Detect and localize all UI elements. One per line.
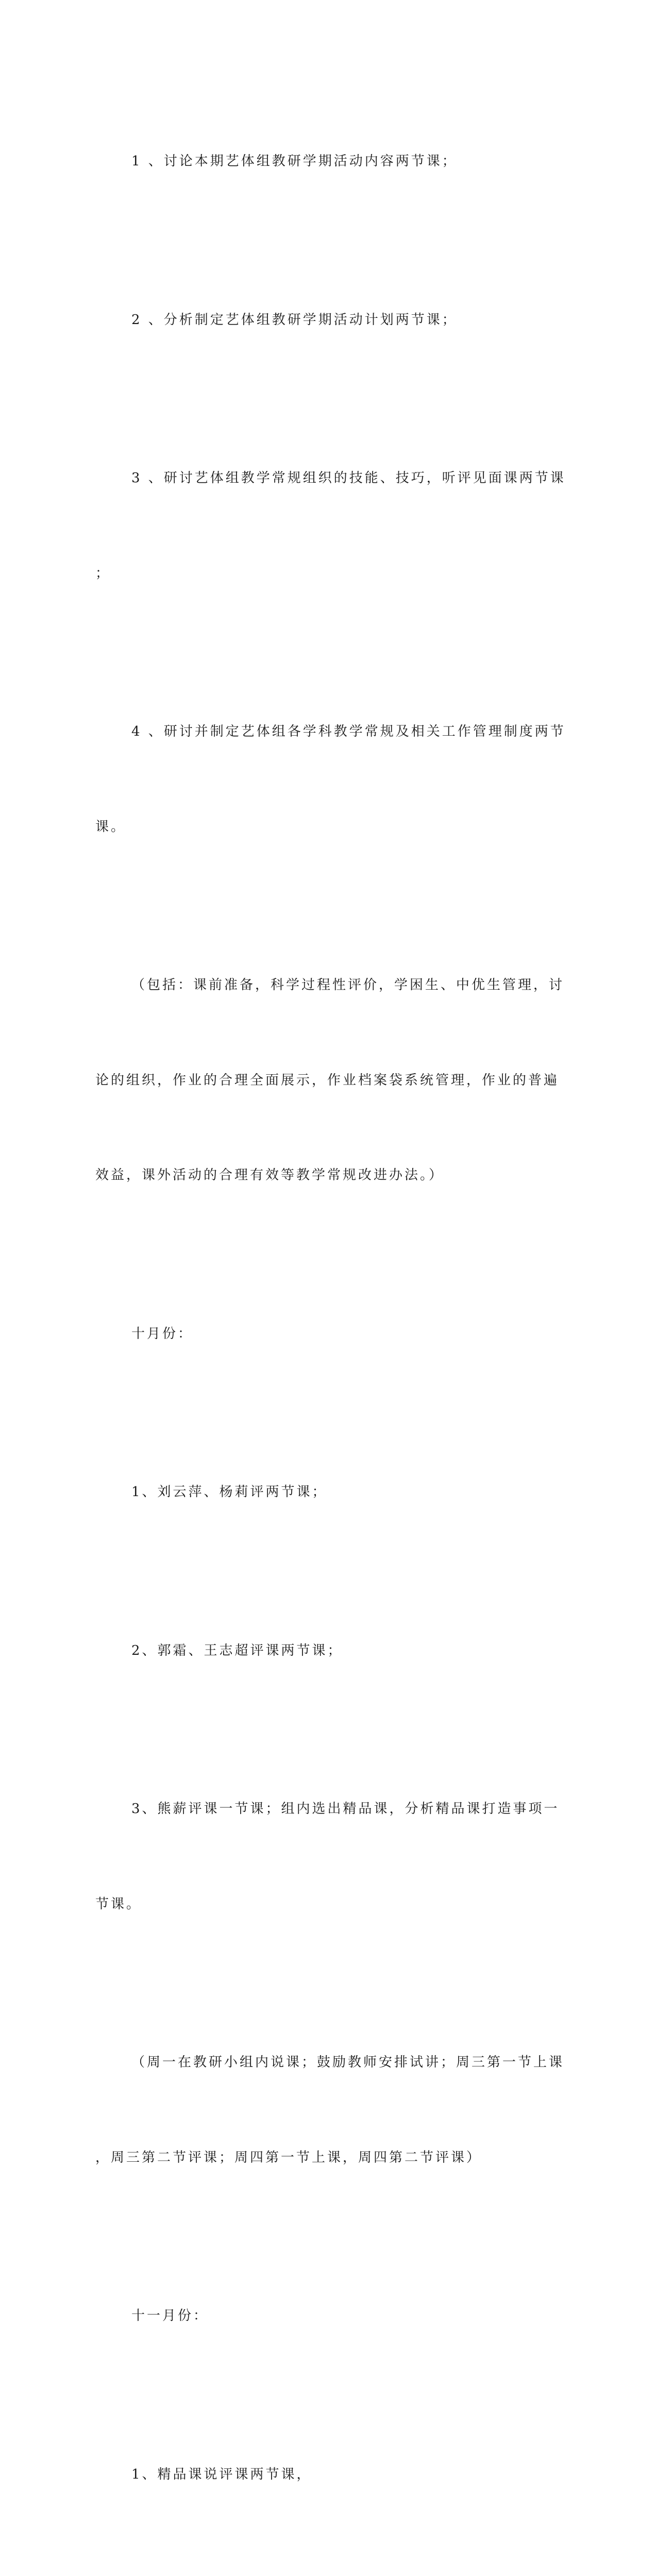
text-line: 3 、研讨艺体组教学常规组织的技能、技巧，听评见面课两节课: [131, 470, 566, 486]
paragraph-item-5: [95, 1413, 549, 1572]
text-line: 2 、分析制定艺体组教研学期活动计划两节课；: [131, 312, 458, 328]
paragraph-item-7: [95, 1730, 560, 1984]
paragraph-item-4: [95, 653, 566, 906]
text-line: 课。: [95, 819, 127, 835]
paragraph-item-2: [95, 241, 549, 400]
text-line: （包括：课前准备，科学过程性评价，学困生、中优生管理，讨: [131, 977, 565, 993]
paragraph-item-9: [95, 2554, 549, 2576]
paragraph-item-1: [95, 82, 549, 241]
text-line: 4 、研讨并制定艺体组各学科教学常规及相关工作管理制度两节: [131, 724, 566, 739]
paragraph-note-1: [95, 906, 565, 1255]
text-line: 1 、讨论本期艺体组教研学期活动内容两节课；: [131, 154, 458, 169]
text-line: 3、熊薪评课一节课；组内选出精品课，分析精品课打造事项一: [131, 1801, 560, 1817]
text-line: 2、郭霜、王志超评课两节课；: [131, 1642, 343, 1658]
paragraph-item-3: [95, 399, 566, 653]
section-heading-november: [95, 2237, 549, 2396]
text-line: 效益，课外活动的合理有效等教学常规改进办法。）: [95, 1167, 445, 1183]
text-line: 论的组织，作业的合理全面展示，作业档案袋系统管理，作业的普遍: [95, 1072, 560, 1088]
text-line: 节课。: [95, 1896, 142, 1912]
document-body: [95, 82, 566, 2576]
paragraph-item-8: [95, 2396, 549, 2554]
text-line: 1、精品课说评课两节课，: [131, 2466, 312, 2482]
text-line: 十一月份：: [131, 2308, 209, 2324]
text-line: 1、刘云萍、杨莉评两节课；: [131, 1484, 328, 1500]
text-line: ；: [95, 565, 111, 581]
text-line: ，周三第二节评课；周四第一节上课，周四第二节评课）: [95, 2149, 482, 2165]
paragraph-item-6: [95, 1572, 549, 1731]
text-line: 十月份：: [131, 1326, 194, 1342]
text-line: （周一在教研小组内说课；鼓励教师安排试讲；周三第一节上课: [131, 2055, 565, 2070]
paragraph-note-2: [95, 1984, 565, 2237]
section-heading-october: [95, 1255, 549, 1414]
